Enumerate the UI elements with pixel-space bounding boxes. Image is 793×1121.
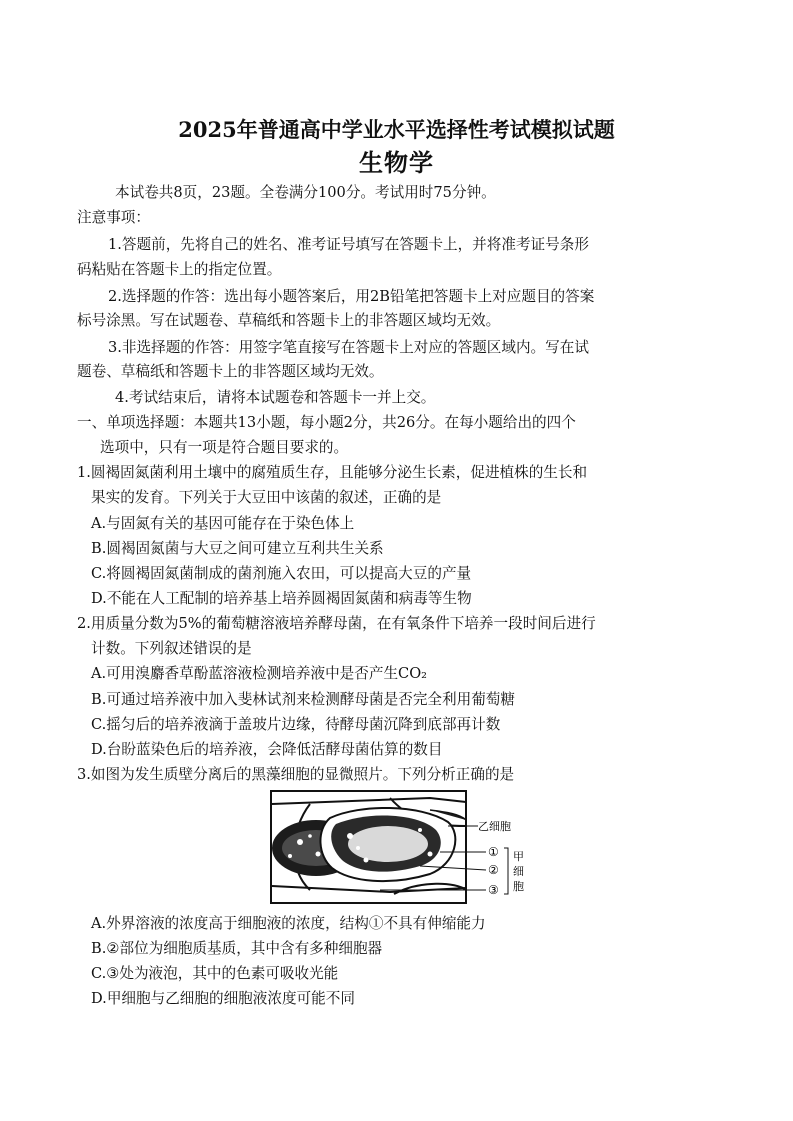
question-1-stem-line-1: 1.圆褐固氮菌利用土壤中的腐殖质生存，且能够分泌生长素，促进植株的生长和 <box>77 464 588 481</box>
question-1-option-a: A.与固氮有关的基因可能存在于染色体上 <box>91 515 355 532</box>
question-2-stem-line-2: 计数。下列叙述错误的是 <box>91 640 252 657</box>
question-1-option-b: B.圆褐固氮菌与大豆之间可建立互利共生关系 <box>91 540 384 557</box>
question-3-option-c: C.③处为液泡，其中的色素可吸收光能 <box>91 965 339 982</box>
brace-jia <box>504 848 508 894</box>
exam-intro: 本试卷共8页，23题。全卷满分100分。考试用时75分钟。 <box>115 184 496 201</box>
exam-title: 2025年普通高中学业水平选择性考试模拟试题 <box>178 117 615 142</box>
notice-item-3-line-1: 3.非选择题的作答：用签字笔直接写在答题卡上对应的答题区域内。写在试 <box>108 339 589 356</box>
notice-item-2-line-1: 2.选择题的作答：选出每小题答案后，用2B铅笔把答题卡上对应题目的答案 <box>108 288 595 305</box>
plasmolysis-micrograph <box>270 790 536 904</box>
question-2-stem-line-1: 2.用质量分数为5%的葡萄糖溶液培养酵母菌，在有氧条件下培养一段时间后进行 <box>77 615 596 632</box>
question-2-option-c: C.摇匀后的培养液滴于盖玻片边缘，待酵母菌沉降到底部再计数 <box>91 716 501 733</box>
notice-item-1-line-2: 码粘贴在答题卡上的指定位置。 <box>77 261 282 278</box>
question-3-option-d: D.甲细胞与乙细胞的细胞液浓度可能不同 <box>91 990 355 1007</box>
question-3-option-b: B.②部位为细胞质基质，其中含有多种细胞器 <box>91 940 383 957</box>
question-1-option-c: C.将圆褐固氮菌制成的菌剂施入农田，可以提高大豆的产量 <box>91 565 472 582</box>
marker-2: ② <box>488 863 499 877</box>
question-1-stem-line-2: 果实的发育。下列关于大豆田中该菌的叙述，正确的是 <box>91 489 442 506</box>
notice-item-4: 4.考试结束后，请将本试题卷和答题卡一并上交。 <box>115 389 436 406</box>
label-jia-1: 甲 <box>513 850 524 863</box>
notice-item-1-line-1: 1.答题前，先将自己的姓名、准考证号填写在答题卡上，并将准考证号条形 <box>108 236 589 253</box>
question-2-option-d: D.台盼蓝染色后的培养液，会降低活酵母菌估算的数目 <box>91 741 443 758</box>
label-yi-cell: 乙细胞 <box>478 820 511 833</box>
marker-1: ① <box>488 845 499 859</box>
notice-item-3-line-2: 题卷、草稿纸和答题卡上的非答题区域均无效。 <box>77 363 384 380</box>
notice-item-2-line-2: 标号涂黑。写在试题卷、草稿纸和答题卡上的非答题区域均无效。 <box>77 312 501 329</box>
section-heading-line-1: 一、单项选择题：本题共13小题，每小题2分，共26分。在每小题给出的四个 <box>77 414 576 431</box>
label-jia-2: 细 <box>513 865 524 878</box>
notice-heading: 注意事项： <box>77 209 150 226</box>
marker-3: ③ <box>488 883 499 897</box>
cell-jia-vacuole <box>348 826 428 862</box>
question-3-stem: 3.如图为发生质壁分离后的黑藻细胞的显微照片。下列分析正确的是 <box>77 766 515 783</box>
label-jia-3: 胞 <box>513 880 524 893</box>
exam-subject: 生物学 <box>359 148 434 177</box>
question-2-option-a: A.可用溴麝香草酚蓝溶液检测培养液中是否产生CO₂ <box>91 665 428 682</box>
question-2-option-b: B.可通过培养液中加入斐林试剂来检测酵母菌是否完全利用葡萄糖 <box>91 691 515 708</box>
section-heading-line-2: 选项中，只有一项是符合题目要求的。 <box>100 439 349 456</box>
question-3-option-a: A.外界溶液的浓度高于细胞液的浓度，结构①不具有伸缩能力 <box>91 915 486 932</box>
question-1-option-d: D.不能在人工配制的培养基上培养圆褐固氮菌和病毒等生物 <box>91 590 472 607</box>
